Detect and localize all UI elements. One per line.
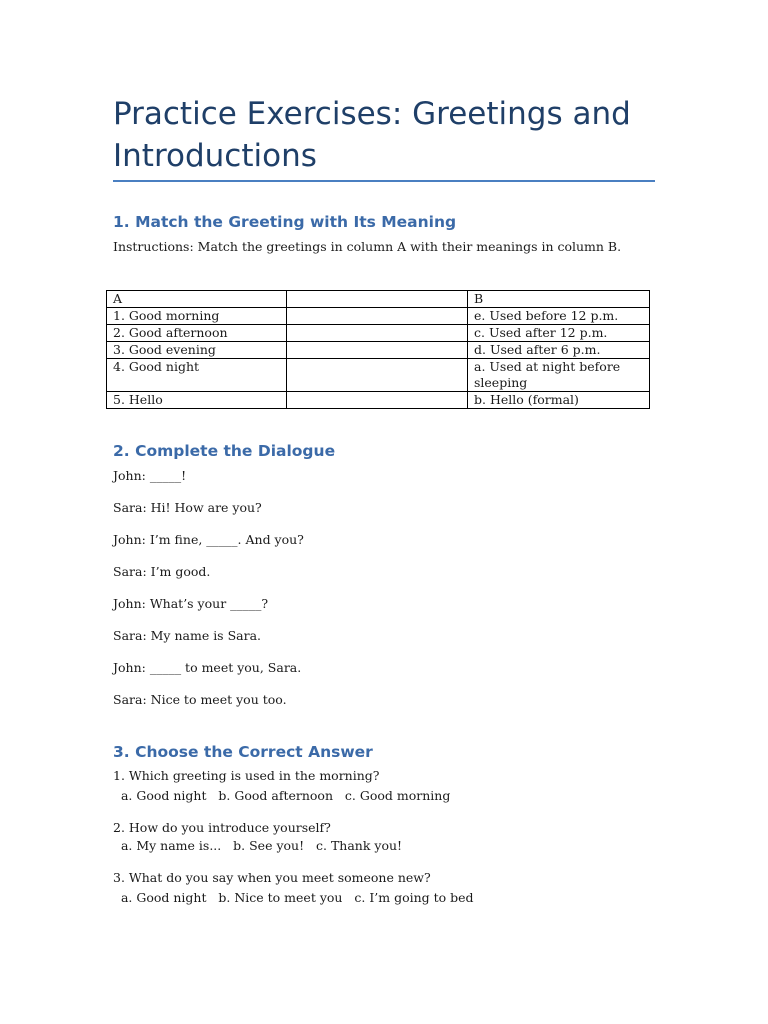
table-cell-blank — [287, 342, 468, 359]
dialogue-line: John: What’s your _____? — [113, 596, 269, 611]
page-title-line-1: Practice Exercises: Greetings and — [113, 96, 631, 132]
table-cell-b: c. Used after 12 p.m. — [468, 325, 650, 342]
dialogue-line: Sara: Hi! How are you? — [113, 500, 262, 515]
dialogue-line: Sara: Nice to meet you too. — [113, 692, 287, 707]
section-2-heading: 2. Complete the Dialogue — [113, 442, 336, 460]
question-options: a. Good night b. Nice to meet you c. I’m going to bed — [113, 890, 474, 905]
table-cell-blank — [287, 308, 468, 325]
table-header-blank — [287, 291, 468, 308]
dialogue-line: John: I’m fine, _____. And you? — [113, 532, 304, 547]
table-row — [107, 342, 650, 359]
page-title-line-2: Introductions — [113, 138, 317, 174]
question-text: 2. How do you introduce yourself? — [113, 820, 331, 835]
table-row — [107, 308, 650, 325]
table-header-b: B — [468, 291, 650, 308]
table-header-row — [107, 291, 650, 308]
dialogue-line: Sara: I’m good. — [113, 564, 211, 579]
table-cell-a: 4. Good night — [107, 359, 287, 392]
table-row — [107, 359, 650, 392]
table-cell-a: 3. Good evening — [107, 342, 287, 359]
question-text: 1. Which greeting is used in the morning? — [113, 768, 380, 783]
table-cell-blank — [287, 392, 468, 409]
page-title — [113, 93, 673, 177]
table-cell-blank — [287, 325, 468, 342]
table-cell-a: 2. Good afternoon — [107, 325, 287, 342]
table-cell-b: e. Used before 12 p.m. — [468, 308, 650, 325]
table-cell-b: d. Used after 6 p.m. — [468, 342, 650, 359]
table-row — [107, 325, 650, 342]
table-cell-b: b. Hello (formal) — [468, 392, 650, 409]
dialogue-line: Sara: My name is Sara. — [113, 628, 261, 643]
matching-table — [106, 290, 650, 409]
section-1-instructions: Instructions: Match the greetings in column A with their meanings in column B. — [113, 239, 622, 254]
dialogue-line: John: _____! — [113, 468, 187, 483]
section-3-heading: 3. Choose the Correct Answer — [113, 743, 373, 761]
dialogue-line: John: _____ to meet you, Sara. — [113, 660, 302, 675]
table-cell-a: 5. Hello — [107, 392, 287, 409]
question-text: 3. What do you say when you meet someone new? — [113, 870, 431, 885]
question-options: a. Good night b. Good afternoon c. Good morning — [113, 788, 451, 803]
table-header-a: A — [107, 291, 287, 308]
table-cell-a: 1. Good morning — [107, 308, 287, 325]
title-divider — [113, 180, 655, 182]
question-options: a. My name is... b. See you! c. Thank you! — [113, 838, 403, 853]
section-1-heading: 1. Match the Greeting with Its Meaning — [113, 213, 457, 231]
table-cell-b: a. Used at night before sleeping — [468, 359, 650, 392]
table-cell-blank — [287, 359, 468, 392]
table-row — [107, 392, 650, 409]
